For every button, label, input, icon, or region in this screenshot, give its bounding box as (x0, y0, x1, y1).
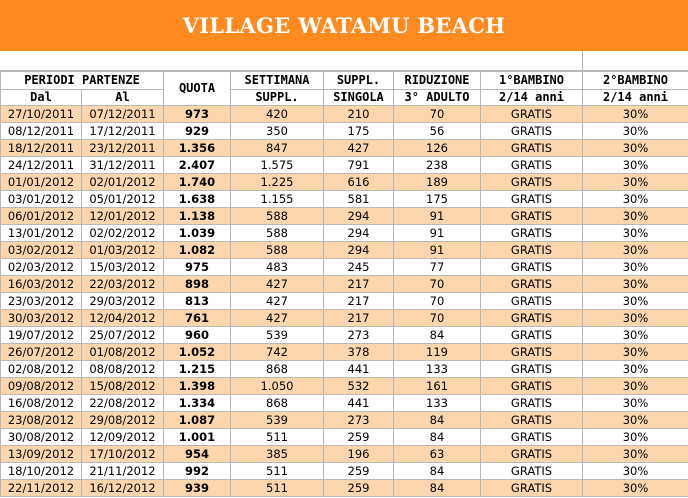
cell-settimana: 483 (231, 259, 324, 276)
cell-quota: 954 (164, 446, 231, 463)
cell-suppl-singola: 273 (324, 327, 394, 344)
cell-riduzione: 56 (394, 123, 481, 140)
cell-al: 12/04/2012 (82, 310, 164, 327)
cell-quota: 992 (164, 463, 231, 480)
cell-settimana: 868 (231, 395, 324, 412)
cell-dal: 08/12/2011 (1, 123, 82, 140)
cell-quota: 1.638 (164, 191, 231, 208)
cell-bambino1: GRATIS (481, 157, 583, 174)
cell-quota: 1.087 (164, 412, 231, 429)
cell-bambino2: 30% (583, 225, 688, 242)
cell-suppl-singola: 259 (324, 463, 394, 480)
cell-bambino1: GRATIS (481, 446, 583, 463)
cell-quota: 1.138 (164, 208, 231, 225)
cell-al: 17/10/2012 (82, 446, 164, 463)
cell-settimana: 588 (231, 208, 324, 225)
header-riduzione-sub: 3° ADULTO (394, 90, 481, 106)
cell-quota: 1.398 (164, 378, 231, 395)
cell-riduzione: 84 (394, 412, 481, 429)
cell-suppl-singola: 441 (324, 361, 394, 378)
cell-riduzione: 126 (394, 140, 481, 157)
cell-bambino1: GRATIS (481, 395, 583, 412)
cell-suppl-singola: 196 (324, 446, 394, 463)
cell-suppl-singola: 273 (324, 412, 394, 429)
cell-al: 22/08/2012 (82, 395, 164, 412)
cell-settimana: 511 (231, 480, 324, 497)
cell-quota: 761 (164, 310, 231, 327)
table-body (1, 106, 688, 497)
cell-bambino1: GRATIS (481, 259, 583, 276)
header-dal: Dal (1, 90, 82, 106)
header-bambino1-sub: 2/14 anni (481, 90, 583, 106)
cell-al: 31/12/2011 (82, 157, 164, 174)
cell-riduzione: 91 (394, 208, 481, 225)
table-row (1, 480, 688, 497)
cell-bambino1: GRATIS (481, 106, 583, 123)
cell-settimana: 868 (231, 361, 324, 378)
cell-dal: 22/11/2012 (1, 480, 82, 497)
cell-settimana: 588 (231, 242, 324, 259)
table-row (1, 327, 688, 344)
header-al: Al (82, 90, 164, 106)
cell-riduzione: 84 (394, 429, 481, 446)
cell-bambino1: GRATIS (481, 412, 583, 429)
cell-bambino2: 30% (583, 242, 688, 259)
cell-settimana: 1.050 (231, 378, 324, 395)
header-settimana-sub: SUPPL. (231, 90, 324, 106)
cell-riduzione: 91 (394, 242, 481, 259)
cell-dal: 27/10/2011 (1, 106, 82, 123)
table-row (1, 446, 688, 463)
table-row (1, 191, 688, 208)
table-row (1, 208, 688, 225)
cell-riduzione: 84 (394, 480, 481, 497)
cell-bambino2: 30% (583, 310, 688, 327)
cell-riduzione: 70 (394, 310, 481, 327)
cell-al: 17/12/2011 (82, 123, 164, 140)
cell-bambino2: 30% (583, 429, 688, 446)
cell-bambino2: 30% (583, 463, 688, 480)
spacer-row (0, 51, 688, 71)
cell-riduzione: 119 (394, 344, 481, 361)
header-quota: QUOTA (164, 72, 231, 106)
cell-quota: 2.407 (164, 157, 231, 174)
cell-riduzione: 189 (394, 174, 481, 191)
cell-bambino1: GRATIS (481, 344, 583, 361)
cell-riduzione: 133 (394, 395, 481, 412)
cell-dal: 16/03/2012 (1, 276, 82, 293)
cell-al: 23/12/2011 (82, 140, 164, 157)
cell-quota: 1.082 (164, 242, 231, 259)
cell-al: 29/03/2012 (82, 293, 164, 310)
table-row (1, 157, 688, 174)
table-row (1, 242, 688, 259)
cell-bambino2: 30% (583, 208, 688, 225)
cell-settimana: 385 (231, 446, 324, 463)
cell-settimana: 1.575 (231, 157, 324, 174)
cell-al: 01/08/2012 (82, 344, 164, 361)
cell-settimana: 350 (231, 123, 324, 140)
cell-suppl-singola: 581 (324, 191, 394, 208)
table-row (1, 463, 688, 480)
cell-al: 01/03/2012 (82, 242, 164, 259)
cell-dal: 13/01/2012 (1, 225, 82, 242)
cell-dal: 02/08/2012 (1, 361, 82, 378)
table-row (1, 174, 688, 191)
cell-quota: 898 (164, 276, 231, 293)
price-table (0, 71, 688, 497)
cell-dal: 18/12/2011 (1, 140, 82, 157)
table-row (1, 293, 688, 310)
cell-al: 25/07/2012 (82, 327, 164, 344)
header-row-1 (1, 72, 688, 90)
cell-al: 29/08/2012 (82, 412, 164, 429)
header-periodi: PERIODI PARTENZE (1, 72, 164, 90)
cell-al: 05/01/2012 (82, 191, 164, 208)
cell-bambino2: 30% (583, 191, 688, 208)
cell-suppl-singola: 294 (324, 242, 394, 259)
cell-dal: 24/12/2011 (1, 157, 82, 174)
table-row (1, 412, 688, 429)
cell-bambino1: GRATIS (481, 242, 583, 259)
cell-riduzione: 175 (394, 191, 481, 208)
cell-suppl-singola: 175 (324, 123, 394, 140)
cell-dal: 01/01/2012 (1, 174, 82, 191)
cell-dal: 02/03/2012 (1, 259, 82, 276)
cell-settimana: 847 (231, 140, 324, 157)
page-title: VILLAGE WATAMU BEACH (182, 13, 506, 38)
cell-bambino1: GRATIS (481, 310, 583, 327)
cell-suppl-singola: 616 (324, 174, 394, 191)
cell-riduzione: 91 (394, 225, 481, 242)
cell-riduzione: 70 (394, 293, 481, 310)
cell-riduzione: 70 (394, 276, 481, 293)
cell-suppl-singola: 259 (324, 480, 394, 497)
cell-al: 15/03/2012 (82, 259, 164, 276)
table-row (1, 395, 688, 412)
title-banner (0, 0, 688, 51)
cell-suppl-singola: 259 (324, 429, 394, 446)
cell-bambino1: GRATIS (481, 327, 583, 344)
cell-dal: 23/08/2012 (1, 412, 82, 429)
cell-al: 02/01/2012 (82, 174, 164, 191)
cell-quota: 1.052 (164, 344, 231, 361)
cell-suppl-singola: 217 (324, 276, 394, 293)
cell-bambino1: GRATIS (481, 225, 583, 242)
header-suppl-sub: SINGOLA (324, 90, 394, 106)
header-bambino2: 2°BAMBINO (583, 72, 688, 90)
cell-quota: 1.740 (164, 174, 231, 191)
cell-bambino1: GRATIS (481, 174, 583, 191)
cell-suppl-singola: 378 (324, 344, 394, 361)
cell-quota: 813 (164, 293, 231, 310)
table-row (1, 344, 688, 361)
cell-al: 08/08/2012 (82, 361, 164, 378)
cell-bambino2: 30% (583, 361, 688, 378)
table-row (1, 225, 688, 242)
cell-riduzione: 84 (394, 463, 481, 480)
cell-suppl-singola: 217 (324, 293, 394, 310)
cell-bambino2: 30% (583, 293, 688, 310)
cell-bambino1: GRATIS (481, 361, 583, 378)
table-row (1, 140, 688, 157)
cell-riduzione: 63 (394, 446, 481, 463)
cell-bambino2: 30% (583, 446, 688, 463)
cell-settimana: 539 (231, 412, 324, 429)
cell-suppl-singola: 532 (324, 378, 394, 395)
cell-settimana: 511 (231, 463, 324, 480)
cell-suppl-singola: 210 (324, 106, 394, 123)
cell-bambino2: 30% (583, 259, 688, 276)
cell-settimana: 742 (231, 344, 324, 361)
header-bambino2-sub: 2/14 anni (583, 90, 688, 106)
cell-suppl-singola: 441 (324, 395, 394, 412)
cell-quota: 1.039 (164, 225, 231, 242)
cell-bambino2: 30% (583, 106, 688, 123)
cell-bambino1: GRATIS (481, 123, 583, 140)
cell-al: 22/03/2012 (82, 276, 164, 293)
cell-al: 12/09/2012 (82, 429, 164, 446)
header-settimana: SETTIMANA (231, 72, 324, 90)
cell-bambino1: GRATIS (481, 208, 583, 225)
cell-bambino2: 30% (583, 344, 688, 361)
cell-quota: 1.001 (164, 429, 231, 446)
header-riduzione: RIDUZIONE (394, 72, 481, 90)
cell-settimana: 588 (231, 225, 324, 242)
cell-bambino2: 30% (583, 327, 688, 344)
cell-al: 16/12/2012 (82, 480, 164, 497)
cell-settimana: 511 (231, 429, 324, 446)
table-row (1, 259, 688, 276)
cell-al: 15/08/2012 (82, 378, 164, 395)
cell-dal: 30/03/2012 (1, 310, 82, 327)
cell-dal: 03/02/2012 (1, 242, 82, 259)
cell-suppl-singola: 217 (324, 310, 394, 327)
cell-settimana: 1.225 (231, 174, 324, 191)
cell-dal: 23/03/2012 (1, 293, 82, 310)
cell-al: 07/12/2011 (82, 106, 164, 123)
cell-bambino1: GRATIS (481, 378, 583, 395)
cell-quota: 1.356 (164, 140, 231, 157)
cell-bambino2: 30% (583, 378, 688, 395)
cell-riduzione: 70 (394, 106, 481, 123)
cell-suppl-singola: 791 (324, 157, 394, 174)
header-bambino1: 1°BAMBINO (481, 72, 583, 90)
header-row-2 (1, 90, 688, 106)
cell-bambino2: 30% (583, 157, 688, 174)
cell-bambino2: 30% (583, 395, 688, 412)
cell-suppl-singola: 294 (324, 208, 394, 225)
table-row (1, 310, 688, 327)
cell-bambino2: 30% (583, 140, 688, 157)
cell-riduzione: 238 (394, 157, 481, 174)
cell-quota: 939 (164, 480, 231, 497)
cell-quota: 1.334 (164, 395, 231, 412)
cell-bambino1: GRATIS (481, 140, 583, 157)
cell-riduzione: 84 (394, 327, 481, 344)
table-row (1, 429, 688, 446)
cell-bambino2: 30% (583, 480, 688, 497)
spacer-divider (582, 51, 583, 71)
cell-quota: 929 (164, 123, 231, 140)
cell-dal: 18/10/2012 (1, 463, 82, 480)
cell-dal: 03/01/2012 (1, 191, 82, 208)
cell-quota: 973 (164, 106, 231, 123)
cell-riduzione: 77 (394, 259, 481, 276)
cell-settimana: 427 (231, 310, 324, 327)
cell-settimana: 420 (231, 106, 324, 123)
table-row (1, 106, 688, 123)
cell-dal: 30/08/2012 (1, 429, 82, 446)
cell-dal: 19/07/2012 (1, 327, 82, 344)
cell-settimana: 539 (231, 327, 324, 344)
cell-dal: 13/09/2012 (1, 446, 82, 463)
cell-dal: 06/01/2012 (1, 208, 82, 225)
cell-riduzione: 161 (394, 378, 481, 395)
cell-bambino1: GRATIS (481, 463, 583, 480)
cell-bambino1: GRATIS (481, 191, 583, 208)
cell-quota: 975 (164, 259, 231, 276)
header-suppl: SUPPL. (324, 72, 394, 90)
cell-settimana: 427 (231, 276, 324, 293)
cell-bambino2: 30% (583, 123, 688, 140)
table-row (1, 123, 688, 140)
cell-suppl-singola: 294 (324, 225, 394, 242)
cell-bambino2: 30% (583, 412, 688, 429)
table-row (1, 361, 688, 378)
cell-bambino1: GRATIS (481, 480, 583, 497)
cell-dal: 16/08/2012 (1, 395, 82, 412)
cell-quota: 1.215 (164, 361, 231, 378)
cell-bambino1: GRATIS (481, 293, 583, 310)
cell-quota: 960 (164, 327, 231, 344)
table-row (1, 378, 688, 395)
table-header (1, 72, 688, 106)
cell-bambino2: 30% (583, 276, 688, 293)
cell-suppl-singola: 427 (324, 140, 394, 157)
cell-dal: 26/07/2012 (1, 344, 82, 361)
table-row (1, 276, 688, 293)
cell-settimana: 1.155 (231, 191, 324, 208)
cell-bambino1: GRATIS (481, 276, 583, 293)
cell-riduzione: 133 (394, 361, 481, 378)
cell-suppl-singola: 245 (324, 259, 394, 276)
cell-al: 02/02/2012 (82, 225, 164, 242)
cell-dal: 09/08/2012 (1, 378, 82, 395)
cell-al: 12/01/2012 (82, 208, 164, 225)
cell-bambino1: GRATIS (481, 429, 583, 446)
cell-settimana: 427 (231, 293, 324, 310)
cell-bambino2: 30% (583, 174, 688, 191)
cell-al: 21/11/2012 (82, 463, 164, 480)
